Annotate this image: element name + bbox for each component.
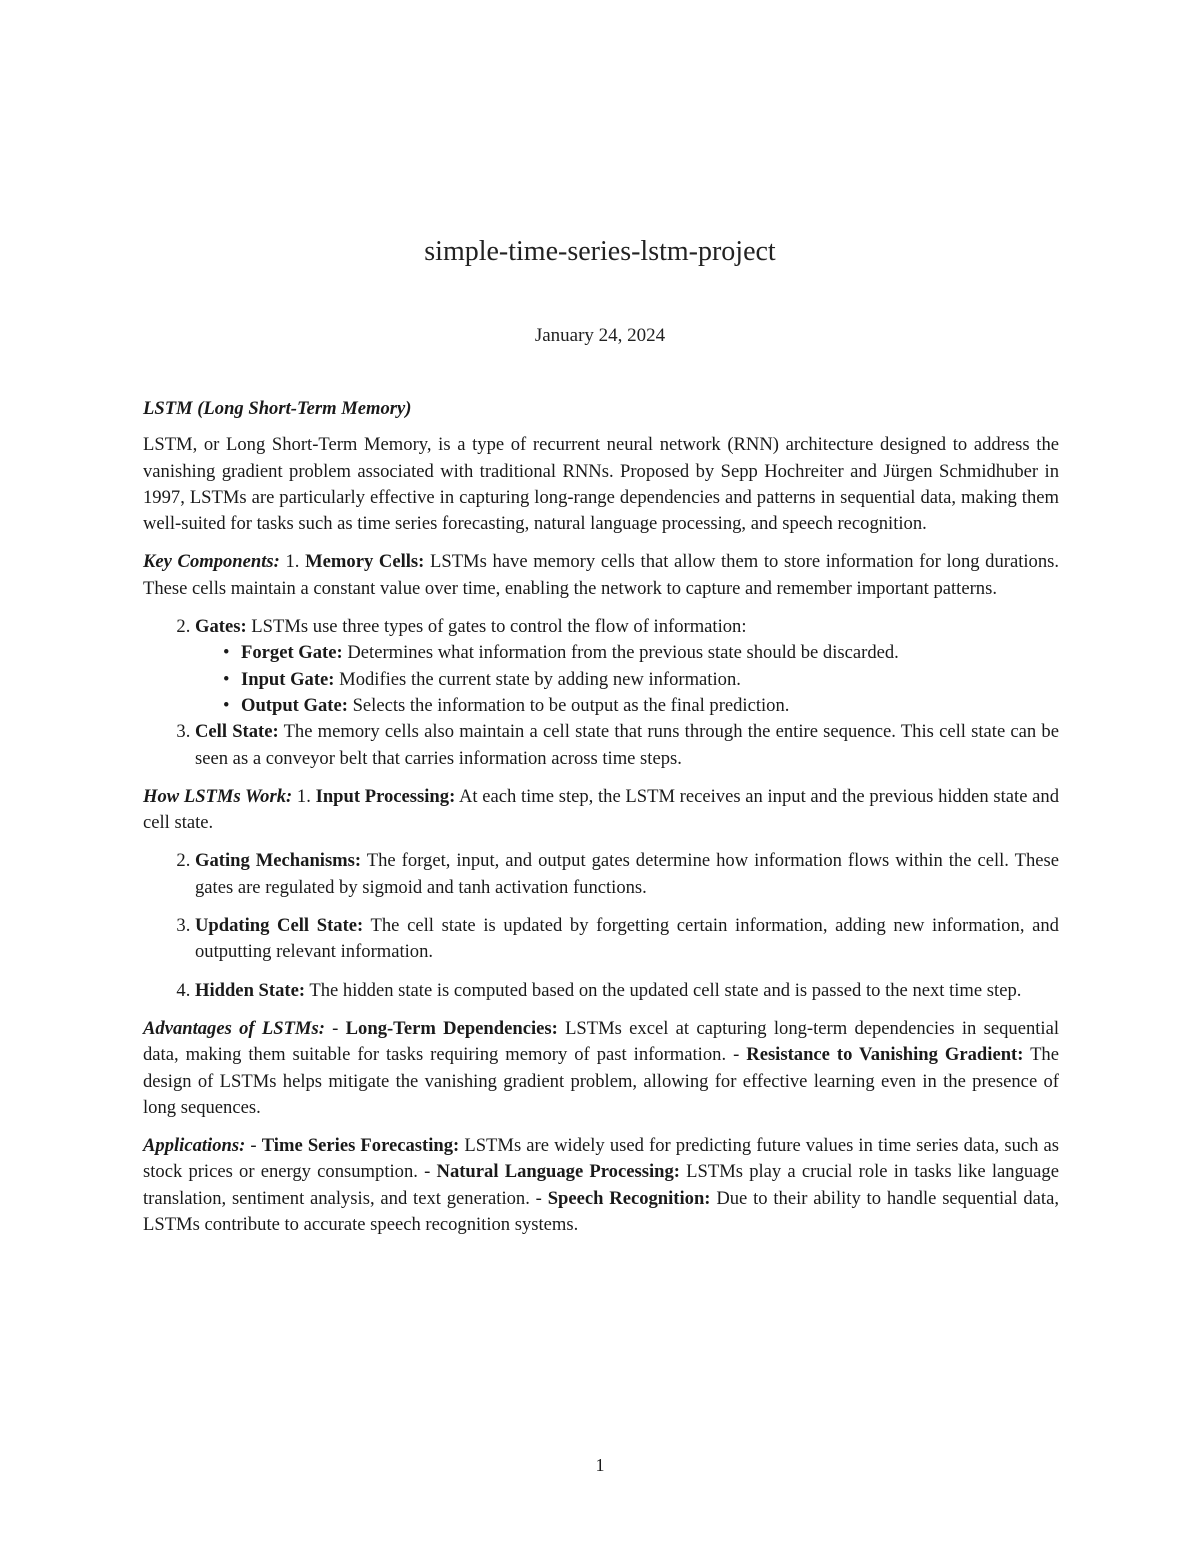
updating-cell-state-text: The cell state is updated by forgetting certain information, adding new information, and outputting relevant information. — [195, 915, 1059, 963]
gate-types-list — [195, 640, 1059, 719]
list-item-input-gate — [241, 667, 1059, 693]
lstm-intro-paragraph: LSTM, or Long Short-Term Memory, is a type of recurrent neural network (RNN) architecture designed to address the vanishing gradient problem associated with traditional RNNs. Proposed by Sepp Hochreiter and Jürgen Schmidhuber in 1997, LSTMs are particularly effective in capturing long-range dependencies and patterns in sequential data, making them well-suited for tasks such as time series forecasting, natural language processing, and speech recognition. — [143, 434, 1059, 535]
input-gate-text: Modifies the current state by adding new information. — [339, 668, 741, 690]
gates-term: Gates: — [195, 616, 247, 638]
key-components-paragraph — [143, 549, 1059, 602]
key-components-first-number: 1. — [285, 551, 300, 573]
list-item-gating-mechanisms — [195, 848, 1059, 901]
list-item-updating-cell-state — [195, 913, 1059, 966]
input-processing-text: At each time step, the LSTM receives an input and the previous hidden state and cell state. — [143, 785, 1060, 834]
key-components-label: Key Components: — [143, 551, 280, 573]
time-series-forecasting-term: Time Series Forecasting: — [261, 1135, 460, 1157]
applications-label: Applications: — [143, 1135, 246, 1157]
advantages-label: Advantages of LSTMs: — [143, 1017, 325, 1039]
how-lstms-work-label: How LSTMs Work: — [143, 785, 293, 807]
document-body — [143, 396, 1059, 1250]
output-gate-term: Output Gate: — [241, 694, 348, 716]
section-heading-lstm: LSTM (Long Short-Term Memory) — [143, 398, 412, 419]
advantages-dash-1: - — [332, 1017, 339, 1039]
vanishing-gradient-term: Resistance to Vanishing Gradient: — [746, 1044, 1024, 1066]
memory-cells-term: Memory Cells: — [305, 551, 425, 573]
list-item-output-gate — [241, 693, 1059, 719]
document-date: January 24, 2024 — [534, 325, 666, 346]
speech-recognition-term: Speech Recognition: — [547, 1187, 711, 1209]
advantages-paragraph — [143, 1016, 1059, 1121]
long-term-dependencies-term: Long-Term Dependencies: — [345, 1017, 558, 1039]
output-gate-text: Selects the information to be output as the final prediction. — [352, 694, 790, 716]
input-processing-term: Input Processing: — [315, 785, 456, 807]
list-item-hidden-state — [195, 978, 1059, 1004]
key-components-list — [143, 614, 1059, 772]
gates-text: LSTMs use three types of gates to control the flow of information: — [251, 616, 747, 638]
cell-state-text: The memory cells also maintain a cell state that runs through the entire sequence. This cell state can be seen as a conveyor belt that carries information across time steps. — [195, 721, 1059, 769]
applications-paragraph — [143, 1133, 1059, 1238]
applications-dash-3: - — [535, 1187, 542, 1209]
list-item-forget-gate — [241, 640, 1059, 666]
how-works-first-number: 1. — [296, 785, 311, 807]
document-title: simple-time-series-lstm-project — [424, 236, 776, 267]
applications-dash-1: - — [250, 1135, 257, 1157]
memory-cells-text: LSTMs have memory cells that allow them to store information for long durations. These cells maintain a constant value over time, enabling the network to capture and remember important patterns. — [143, 551, 1060, 599]
forget-gate-term: Forget Gate: — [241, 642, 343, 664]
input-gate-term: Input Gate: — [241, 668, 335, 690]
cell-state-term: Cell State: — [195, 721, 279, 743]
forget-gate-text: Determines what information from the previous state should be discarded. — [347, 642, 899, 664]
long-term-dependencies-text: LSTMs excel at capturing long-term dependencies in sequential data, making them suitable for tasks requiring memory of past information. — [143, 1017, 1059, 1066]
updating-cell-state-term: Updating Cell State: — [195, 915, 364, 937]
vanishing-gradient-text: The design of LSTMs helps mitigate the vanishing gradient problem, allowing for effective learning even in the presence of long sequences. — [143, 1044, 1059, 1118]
gating-mechanisms-term: Gating Mechanisms: — [195, 850, 362, 872]
advantages-dash-2: - — [733, 1044, 740, 1066]
applications-dash-2: - — [424, 1161, 431, 1183]
time-series-forecasting-text: LSTMs are widely used for predicting future values in time series data, such as stock prices or energy consumption. — [143, 1135, 1060, 1183]
hidden-state-text: The hidden state is computed based on the updated cell state and is passed to the next time step. — [309, 979, 1022, 1001]
list-item-gates — [195, 614, 1059, 719]
gating-mechanisms-text: The forget, input, and output gates determine how information flows within the cell. These gates are regulated by sigmoid and tanh activation functions. — [195, 850, 1060, 898]
list-item-cell-state — [195, 719, 1059, 772]
nlp-text: LSTMs play a crucial role in tasks like language translation, sentiment analysis, and text generation. — [143, 1161, 1059, 1209]
page-number: 1 — [595, 1455, 605, 1475]
nlp-term: Natural Language Processing: — [436, 1161, 680, 1183]
speech-recognition-text: Due to their ability to handle sequential data, LSTMs contribute to accurate speech recognition systems. — [143, 1187, 1059, 1236]
how-lstms-work-paragraph — [143, 784, 1059, 837]
how-lstms-work-list — [143, 848, 1059, 1003]
hidden-state-term: Hidden State: — [195, 979, 306, 1001]
